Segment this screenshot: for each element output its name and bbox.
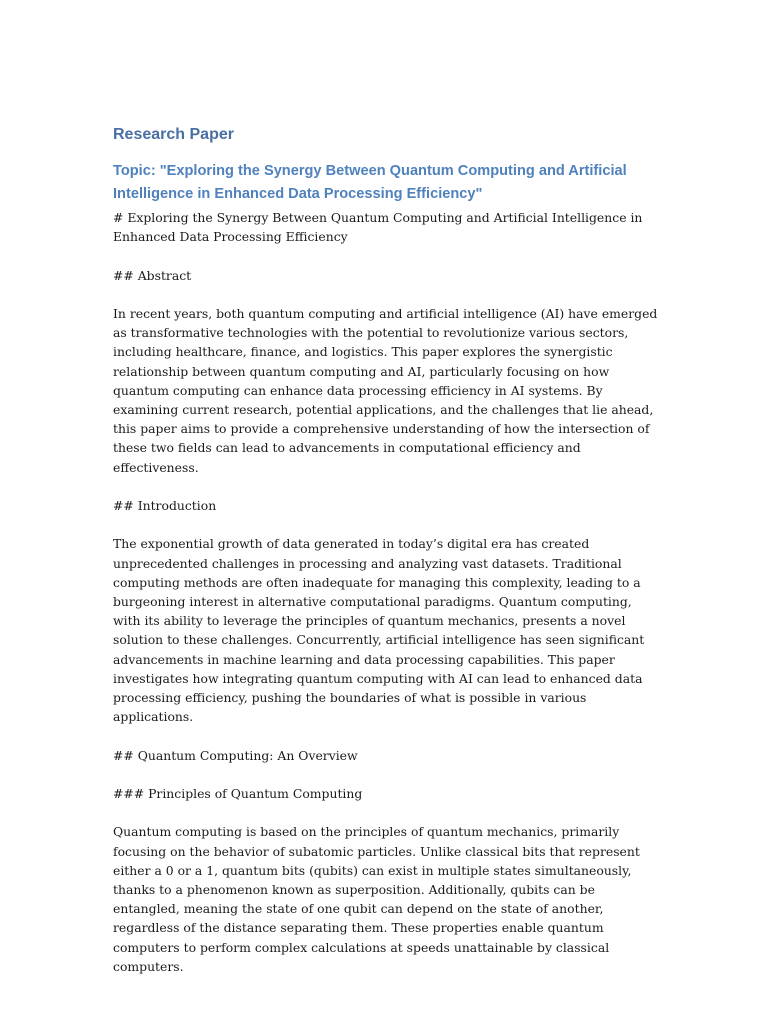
abstract-heading: ## Abstract <box>113 267 192 283</box>
main-heading-text: # Exploring the Synergy Between Quantum Computing and Artificial Intelligence in Enhanced Data Processing Efficiency <box>113 210 643 245</box>
introduction-paragraph: The exponential growth of data generated in today’s digital era has created unprecedented challenges in processing and analyzing vast datasets. Traditional computing methods are often inadequate for managing this complexity, leading to a burgeoning interest in alternative computational paradigms. Quantum computing, with its ability to leverage the principles of quantum mechanics, presents a novel solution to these challenges. Concurrently, artificial intelligence has seen significant advancements in machine learning and data processing capabilities. This paper investigates how integrating quantum computing with AI can lead to enhanced data processing efficiency, pushing the boundaries of what is possible in various applications. <box>113 536 645 725</box>
document-page <box>113 124 658 976</box>
introduction-heading: ## Introduction <box>113 498 217 513</box>
principles-paragraph: Quantum computing is based on the principles of quantum mechanics, primarily focusing on the behavior of subatomic particles. Unlike classical bits that represent either a 0 or a 1, quantum bits (qubits) can exist in multiple states simultaneously, thanks to a phenomenon known as superposition. Additionally, qubits can be entangled, meaning the state of one qubit can depend on the state of another, regardless of the distance separating them. These properties enable quantum computers to perform complex calculations at speeds unattainable by classical computers. <box>113 824 640 974</box>
document-title: Research Paper <box>113 126 234 143</box>
abstract-paragraph: In recent years, both quantum computing and artificial intelligence (AI) have emerged as transformative technologies with the potential to revolutionize various sectors, including healthcare, finance, and logistics. This paper explores the synergistic relationship between quantum computing and AI, particularly focusing on how quantum computing can enhance data processing efficiency in AI systems. By examining current research, potential applications, and the challenges that lie ahead, this paper aims to provide a comprehensive understanding of how the intersection of these two fields can lead to advancements in computational efficiency and effectiveness. <box>113 305 658 475</box>
principles-heading: ### Principles of Quantum Computing <box>113 786 363 801</box>
document-topic: Topic: "Exploring the Synergy Between Quantum Computing and Artificial Intelligence in Enhanced Data Processing Efficiency" <box>113 163 627 202</box>
overview-heading: ## Quantum Computing: An Overview <box>113 747 358 763</box>
